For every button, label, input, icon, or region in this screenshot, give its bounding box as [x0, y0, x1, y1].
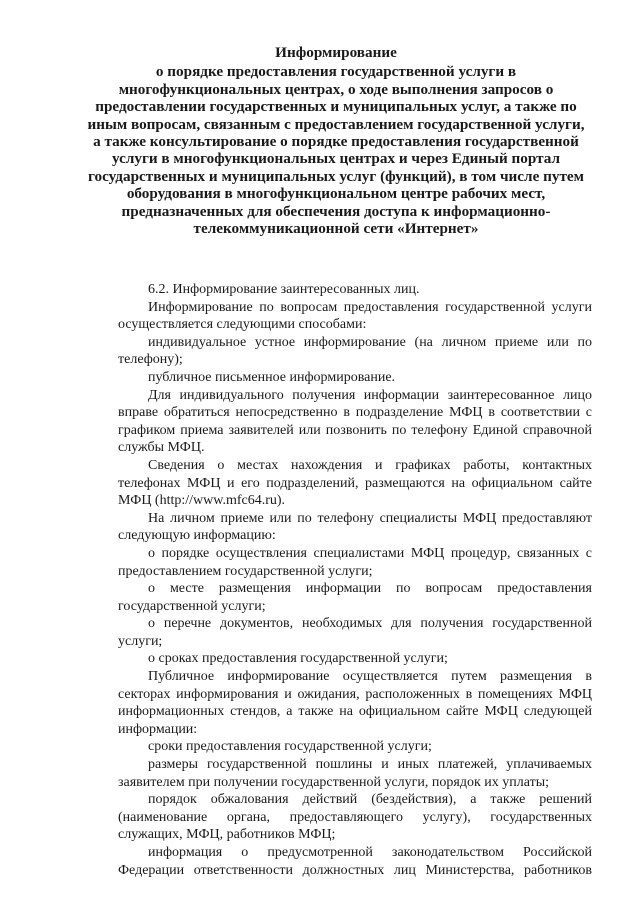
document-heading: [80, 44, 592, 237]
paragraph-line: телефонах МФЦ и его подразделений, размещаются на официальном сайте: [118, 475, 592, 491]
paragraph-line: индивидуальное устное информирование (на личном приеме или по: [148, 334, 592, 350]
paragraph-line: Публичное информирование осуществляется путем размещения в: [148, 669, 592, 685]
paragraph-line: На личном приеме или по телефону специалисты МФЦ предоставляют: [148, 510, 592, 526]
heading-line: телекоммуникационной сети «Интернет»: [193, 220, 479, 238]
paragraph-line: служащих, МФЦ, работников МФЦ;: [118, 827, 336, 843]
heading-line: предоставлении государственных и муниципальных услуг, а также по: [95, 98, 577, 116]
heading-line: многофункциональных центрах, о ходе выполнения запросов о: [118, 80, 554, 98]
heading-line: о порядке предоставления государственной услуги в: [155, 63, 517, 81]
paragraph-line: Информирование по вопросам предоставления государственной услуги: [148, 299, 592, 315]
paragraph-line: вправе обратиться непосредственно в подразделение МФЦ в соответствии с: [118, 405, 592, 421]
paragraph-line: услуги;: [118, 633, 163, 649]
paragraph-line: информационных стендов, а также на официальном сайте МФЦ следующей: [118, 704, 592, 720]
paragraph-line: публичное письменное информирование.: [148, 369, 396, 385]
paragraph-line: о порядке осуществления специалистами МФЦ процедур, связанных с: [148, 545, 592, 561]
website-link-text: МФЦ (http://www.mfc64.ru).: [118, 493, 286, 509]
paragraph-line: информация о предусмотренной законодательством Российской: [148, 845, 592, 860]
paragraph-line: Для индивидуального получения информации заинтересованное лицо: [148, 387, 592, 403]
paragraph-line: Федерации ответственности должностных лиц Министерства, работников: [118, 862, 592, 878]
paragraph-line: о перечне документов, необходимых для получения государственной: [148, 616, 592, 632]
document-body: [118, 281, 592, 879]
heading-line: а также консультирование о порядке предоставления государственной: [93, 133, 579, 151]
paragraph-line: телефону);: [118, 352, 183, 368]
heading-line: государственных и муниципальных услуг (функций), в том числе путем: [88, 167, 584, 185]
heading-line: оборудования в многофункциональном центре рабочих мест,: [126, 185, 546, 203]
paragraph-line: размеры государственной пошлины и иных платежей, уплачиваемых: [148, 757, 592, 773]
paragraph-line: заявителем при получении государственной услуги, порядок их уплаты;: [118, 774, 549, 790]
paragraph-line: осуществляется следующими способами:: [118, 317, 367, 333]
paragraph-line: Сведения о местах нахождения и графиках работы, контактных: [148, 457, 592, 473]
paragraph-line: графиком приема заявителей или позвонить по телефону Единой справочной: [118, 422, 592, 438]
paragraph-line: о сроках предоставления государственной услуги;: [148, 651, 448, 667]
paragraph-line: о месте размещения информации по вопросам предоставления: [148, 581, 592, 597]
paragraph-line: следующую информацию:: [118, 528, 276, 544]
heading-line: услуги в многофункциональных центрах и через Единый портал: [111, 150, 561, 168]
paragraph-line: секторах информирования и ожидания, расположенных в помещениях МФЦ: [118, 686, 592, 702]
paragraph-line: службы МФЦ.: [118, 440, 205, 456]
paragraph-line: сроки предоставления государственной услуги;: [148, 739, 432, 755]
paragraph-line: информации:: [118, 721, 198, 737]
heading-line: предназначенных для обеспечения доступа к информационно-: [121, 202, 551, 220]
paragraph-line: (наименование органа, предоставляющего услугу), государственных: [118, 809, 592, 825]
paragraph-line: государственной услуги;: [118, 598, 266, 614]
heading-title: Информирование: [275, 44, 397, 61]
heading-line: иным вопросам, связанным с предоставлением государственной услуги,: [87, 115, 585, 133]
paragraph-line: предоставлением государственной услуги;: [118, 563, 373, 579]
section-heading: 6.2. Информирование заинтересованных лиц.: [148, 282, 420, 297]
paragraph-line: порядок обжалования действий (бездействия), а также решений: [148, 792, 592, 808]
